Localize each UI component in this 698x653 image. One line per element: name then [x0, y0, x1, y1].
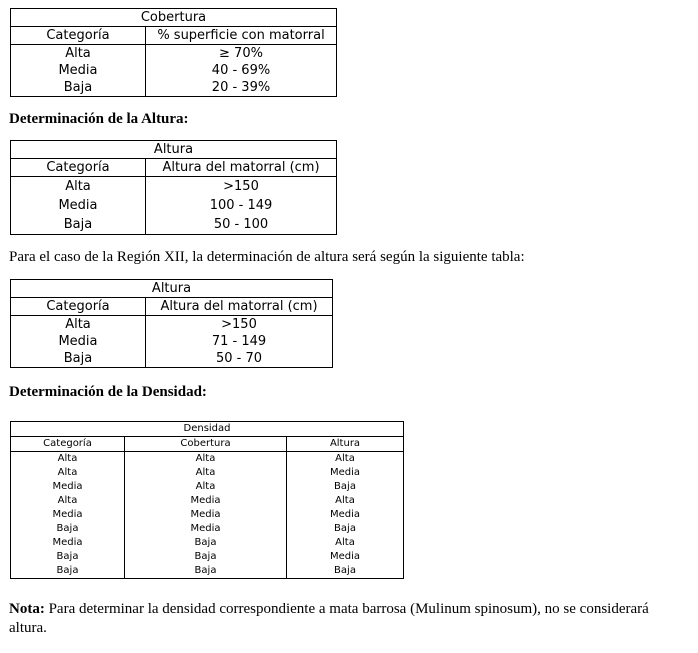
table-cell: ≥ 70%: [146, 45, 337, 63]
table-cell: 20 - 39%: [146, 79, 337, 97]
table-cell: Alta: [125, 452, 287, 467]
table-row: [11, 536, 404, 550]
altura-table: [10, 140, 337, 235]
densidad-table: [10, 421, 404, 579]
table-cell: Alta: [287, 494, 404, 508]
table-cell: Media: [11, 196, 146, 215]
table-cell: Baja: [125, 536, 287, 550]
heading-altura: Determinación de la Altura:: [9, 111, 189, 127]
table-cell: Baja: [287, 480, 404, 494]
table-cell: Baja: [125, 550, 287, 564]
table-cell: Alta: [287, 536, 404, 550]
table-cell: Media: [125, 522, 287, 536]
table-cell: Baja: [11, 79, 146, 97]
table-cell: Media: [287, 466, 404, 480]
table-cell: Alta: [125, 480, 287, 494]
table-row: [11, 316, 333, 334]
cobertura-title: Cobertura: [11, 9, 337, 27]
table-row: [11, 452, 404, 467]
table-row: [11, 177, 337, 197]
table-cell: Baja: [125, 564, 287, 579]
column-header: Categoría: [11, 298, 146, 316]
column-header: Altura: [287, 437, 404, 452]
table-cell: Media: [125, 494, 287, 508]
table-row: [11, 550, 404, 564]
table-row: [11, 522, 404, 536]
table-cell: Baja: [11, 215, 146, 235]
note-label: Nota:: [9, 601, 45, 617]
table-row: [11, 196, 337, 215]
table-cell: Baja: [11, 564, 125, 579]
table-row: [11, 564, 404, 579]
table-cell: Alta: [11, 316, 146, 334]
region-paragraph: Para el caso de la Región XII, la determinación de altura será según la siguiente tabla:: [9, 249, 525, 265]
altura-region-table: [10, 279, 333, 368]
table-cell: Baja: [11, 350, 146, 368]
table-cell: >150: [146, 177, 337, 197]
note-paragraph: [9, 600, 689, 638]
note-text: Para determinar la densidad correspondiente a mata barrosa (Mulinum spinosum), no se considerará altura.: [9, 601, 649, 636]
table-cell: Alta: [11, 45, 146, 63]
column-header: % superficie con matorral: [146, 27, 337, 45]
table-cell: Alta: [11, 177, 146, 197]
table-cell: 40 - 69%: [146, 62, 337, 79]
densidad-title: Densidad: [11, 422, 404, 437]
table-row: [11, 62, 337, 79]
table-row: [11, 466, 404, 480]
table-row: [11, 508, 404, 522]
column-header: Altura del matorral (cm): [146, 298, 333, 316]
table-row: [11, 350, 333, 368]
column-header: Categoría: [11, 437, 125, 452]
table-row: [11, 79, 337, 97]
table-cell: Alta: [11, 494, 125, 508]
table-cell: Alta: [11, 466, 125, 480]
column-header: Altura del matorral (cm): [146, 159, 337, 177]
table-cell: Media: [11, 508, 125, 522]
altura-region-title: Altura: [11, 280, 333, 298]
table-row: [11, 215, 337, 235]
cobertura-table: [10, 8, 337, 97]
table-cell: Alta: [287, 452, 404, 467]
table-cell: 71 - 149: [146, 333, 333, 350]
table-row: [11, 480, 404, 494]
table-row: [11, 494, 404, 508]
table-cell: Media: [287, 508, 404, 522]
altura-title: Altura: [11, 141, 337, 159]
table-cell: Media: [11, 62, 146, 79]
table-cell: Media: [11, 480, 125, 494]
table-cell: 50 - 100: [146, 215, 337, 235]
table-cell: Media: [125, 508, 287, 522]
column-header: Categoría: [11, 27, 146, 45]
table-cell: 100 - 149: [146, 196, 337, 215]
column-header: Cobertura: [125, 437, 287, 452]
table-cell: Baja: [11, 522, 125, 536]
heading-densidad: Determinación de la Densidad:: [9, 384, 207, 400]
table-cell: Media: [287, 550, 404, 564]
table-cell: Baja: [11, 550, 125, 564]
table-cell: Alta: [125, 466, 287, 480]
table-cell: Media: [11, 333, 146, 350]
table-cell: >150: [146, 316, 333, 334]
table-cell: Baja: [287, 564, 404, 579]
table-row: [11, 45, 337, 63]
table-cell: Alta: [11, 452, 125, 467]
table-row: [11, 333, 333, 350]
table-cell: 50 - 70: [146, 350, 333, 368]
table-cell: Media: [11, 536, 125, 550]
column-header: Categoría: [11, 159, 146, 177]
table-cell: Baja: [287, 522, 404, 536]
